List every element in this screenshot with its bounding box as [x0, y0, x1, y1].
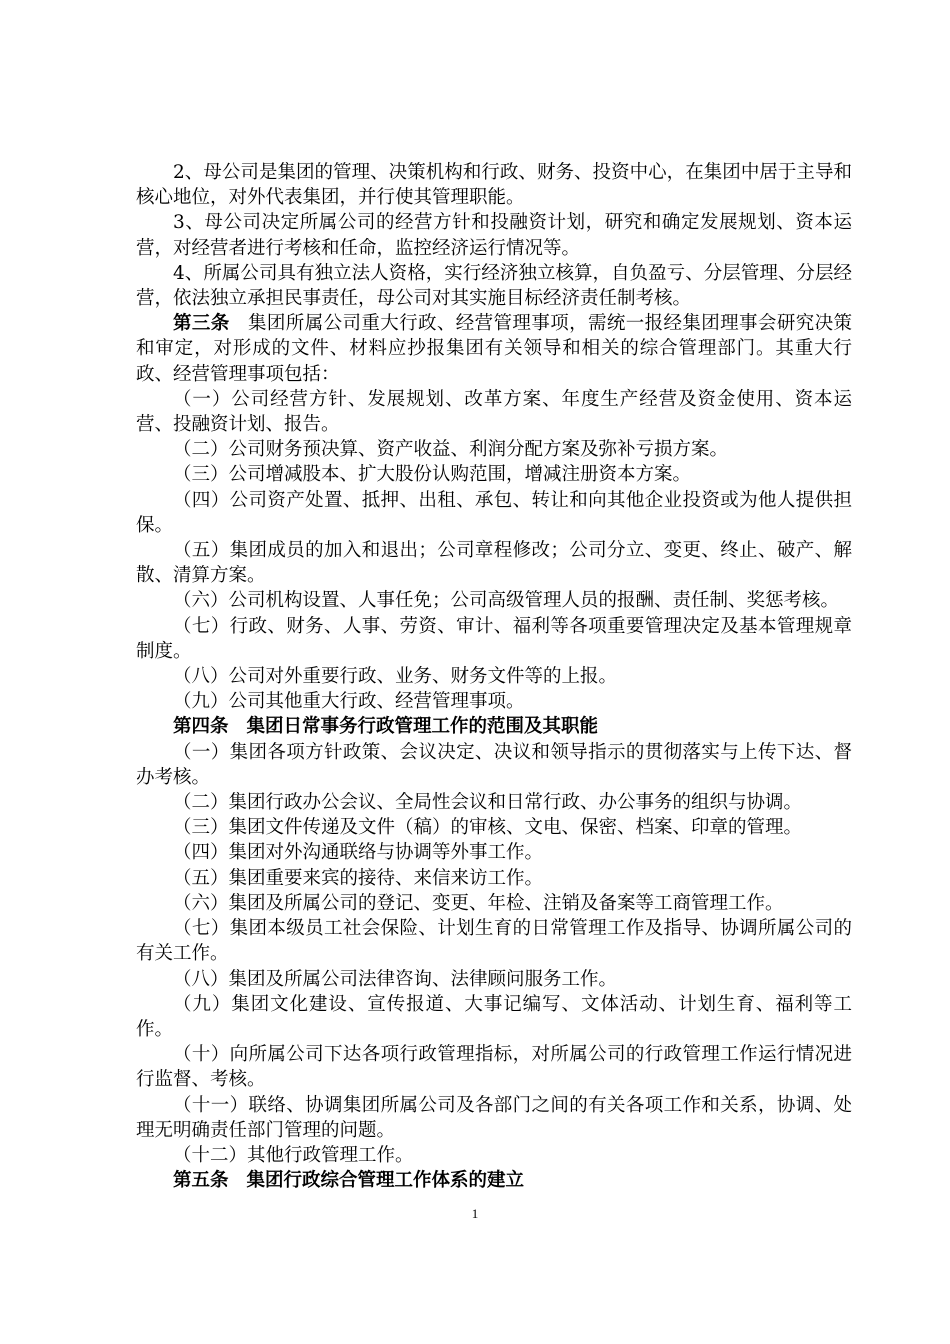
list-item-text: （十二）其他行政管理工作。	[173, 1144, 414, 1166]
paragraph-2	[136, 160, 852, 210]
list-item	[136, 1042, 852, 1092]
list-item	[136, 488, 852, 538]
list-item	[136, 866, 852, 891]
list-item-text: （五）集团重要来宾的接待、来信来访工作。	[173, 867, 544, 889]
list-item-text: （八）集团及所属公司法律咨询、法律顾问服务工作。	[173, 968, 618, 990]
list-item-text: （三）公司增减股本、扩大股份认购范围，增减注册资本方案。	[173, 464, 692, 486]
list-item-text: （二）集团行政办公会议、全局性会议和日常行政、办公事务的组织与协调。	[173, 792, 803, 814]
paragraph-text: 3、母公司决定所属公司的经营方针和投融资计划，研究和确定发展规划、资本运营，对经营者进行考核和任命，监控经济运行情况等。	[136, 212, 852, 259]
list-item-text: （九）集团文化建设、宣传报道、大事记编写、文体活动、计划生育、福利等工作。	[136, 993, 852, 1040]
paragraph-4	[136, 261, 852, 311]
list-item	[136, 992, 852, 1042]
list-item	[136, 387, 852, 437]
list-item	[136, 891, 852, 916]
list-item-text: （六）集团及所属公司的登记、变更、年检、注销及备案等工商管理工作。	[173, 892, 784, 914]
list-item	[136, 437, 852, 462]
list-item-text: （六）公司机构设置、人事任免；公司高级管理人员的报酬、责任制、奖惩考核。	[173, 590, 840, 612]
list-item-text: （四）集团对外沟通联络与协调等外事工作。	[173, 842, 544, 864]
list-item-text: （十一）联络、协调集团所属公司及各部门之间的有关各项工作和关系，协调、处理无明确责任部门管理的问题。	[136, 1094, 852, 1141]
list-item	[136, 840, 852, 865]
list-item	[136, 790, 852, 815]
list-item	[136, 538, 852, 588]
list-item-text: （十）向所属公司下达各项行政管理指标，对所属公司的行政管理工作运行情况进行监督、考核。	[136, 1044, 852, 1091]
list-item	[136, 916, 852, 966]
list-item-text: （一）集团各项方针政策、会议决定、决议和领导指示的贯彻落实与上传下达、督办考核。	[136, 741, 852, 788]
article-label: 第四条	[173, 716, 229, 738]
list-item-text: （七）集团本级员工社会保险、计划生育的日常管理工作及指导、协调所属公司的有关工作。	[136, 918, 852, 965]
article-4-heading	[136, 714, 852, 739]
article-3	[136, 311, 852, 387]
list-item-text: （三）集团文件传递及文件（稿）的审核、文电、保密、档案、印章的管理。	[173, 817, 803, 839]
paragraph-text: 4、所属公司具有独立法人资格，实行经济独立核算，自负盈亏、分层管理、分层经营，依法独立承担民事责任，母公司对其实施目标经济责任制考核。	[136, 262, 852, 310]
list-item	[136, 1143, 852, 1168]
article-title: 集团行政综合管理工作体系的建立	[246, 1170, 525, 1192]
list-item-text: （七）行政、财务、人事、劳资、审计、福利等各项重要管理决定及基本管理规章制度。	[136, 615, 852, 662]
list-item-text: （九）公司其他重大行政、经营管理事项。	[173, 691, 525, 713]
list-item	[136, 967, 852, 992]
list-item-text: （二）公司财务预决算、资产收益、利润分配方案及弥补亏损方案。	[173, 439, 729, 461]
list-item	[136, 1093, 852, 1143]
list-item	[136, 689, 852, 714]
paragraph-text: 2、母公司是集团的管理、决策机构和行政、财务、投资中心，在集团中居于主导和核心地位，对外代表集团，并行使其管理职能。	[136, 162, 852, 209]
article-label: 第三条	[173, 313, 230, 335]
page-number: 1	[471, 1206, 479, 1221]
list-item	[136, 614, 852, 664]
list-item	[136, 740, 852, 790]
list-item-text: （五）集团成员的加入和退出；公司章程修改；公司分立、变更、终止、破产、解散、清算方案。	[136, 540, 852, 587]
list-item	[136, 815, 852, 840]
article-text: 集团所属公司重大行政、经营管理事项，需统一报经集团理事会研究决策和审定，对形成的文件、材料应抄报集团有关领导和相关的综合管理部门。其重大行政、经营管理事项包括：	[136, 313, 852, 385]
article-5-heading	[136, 1168, 852, 1193]
list-item-text: （一）公司经营方针、发展规划、改革方案、年度生产经营及资金使用、资本运营、投融资计划、报告。	[136, 388, 852, 436]
article-title: 集团日常事务行政管理工作的范围及其职能	[246, 716, 599, 738]
list-item-text: （四）公司资产处置、抵押、出租、承包、转让和向其他企业投资或为他人提供担保。	[136, 489, 852, 536]
paragraph-3	[136, 210, 852, 260]
list-item	[136, 664, 852, 689]
list-item	[136, 462, 852, 487]
list-item	[136, 588, 852, 613]
article-label: 第五条	[173, 1170, 229, 1192]
document-body	[136, 160, 852, 1193]
list-item-text: （八）公司对外重要行政、业务、财务文件等的上报。	[173, 666, 618, 688]
